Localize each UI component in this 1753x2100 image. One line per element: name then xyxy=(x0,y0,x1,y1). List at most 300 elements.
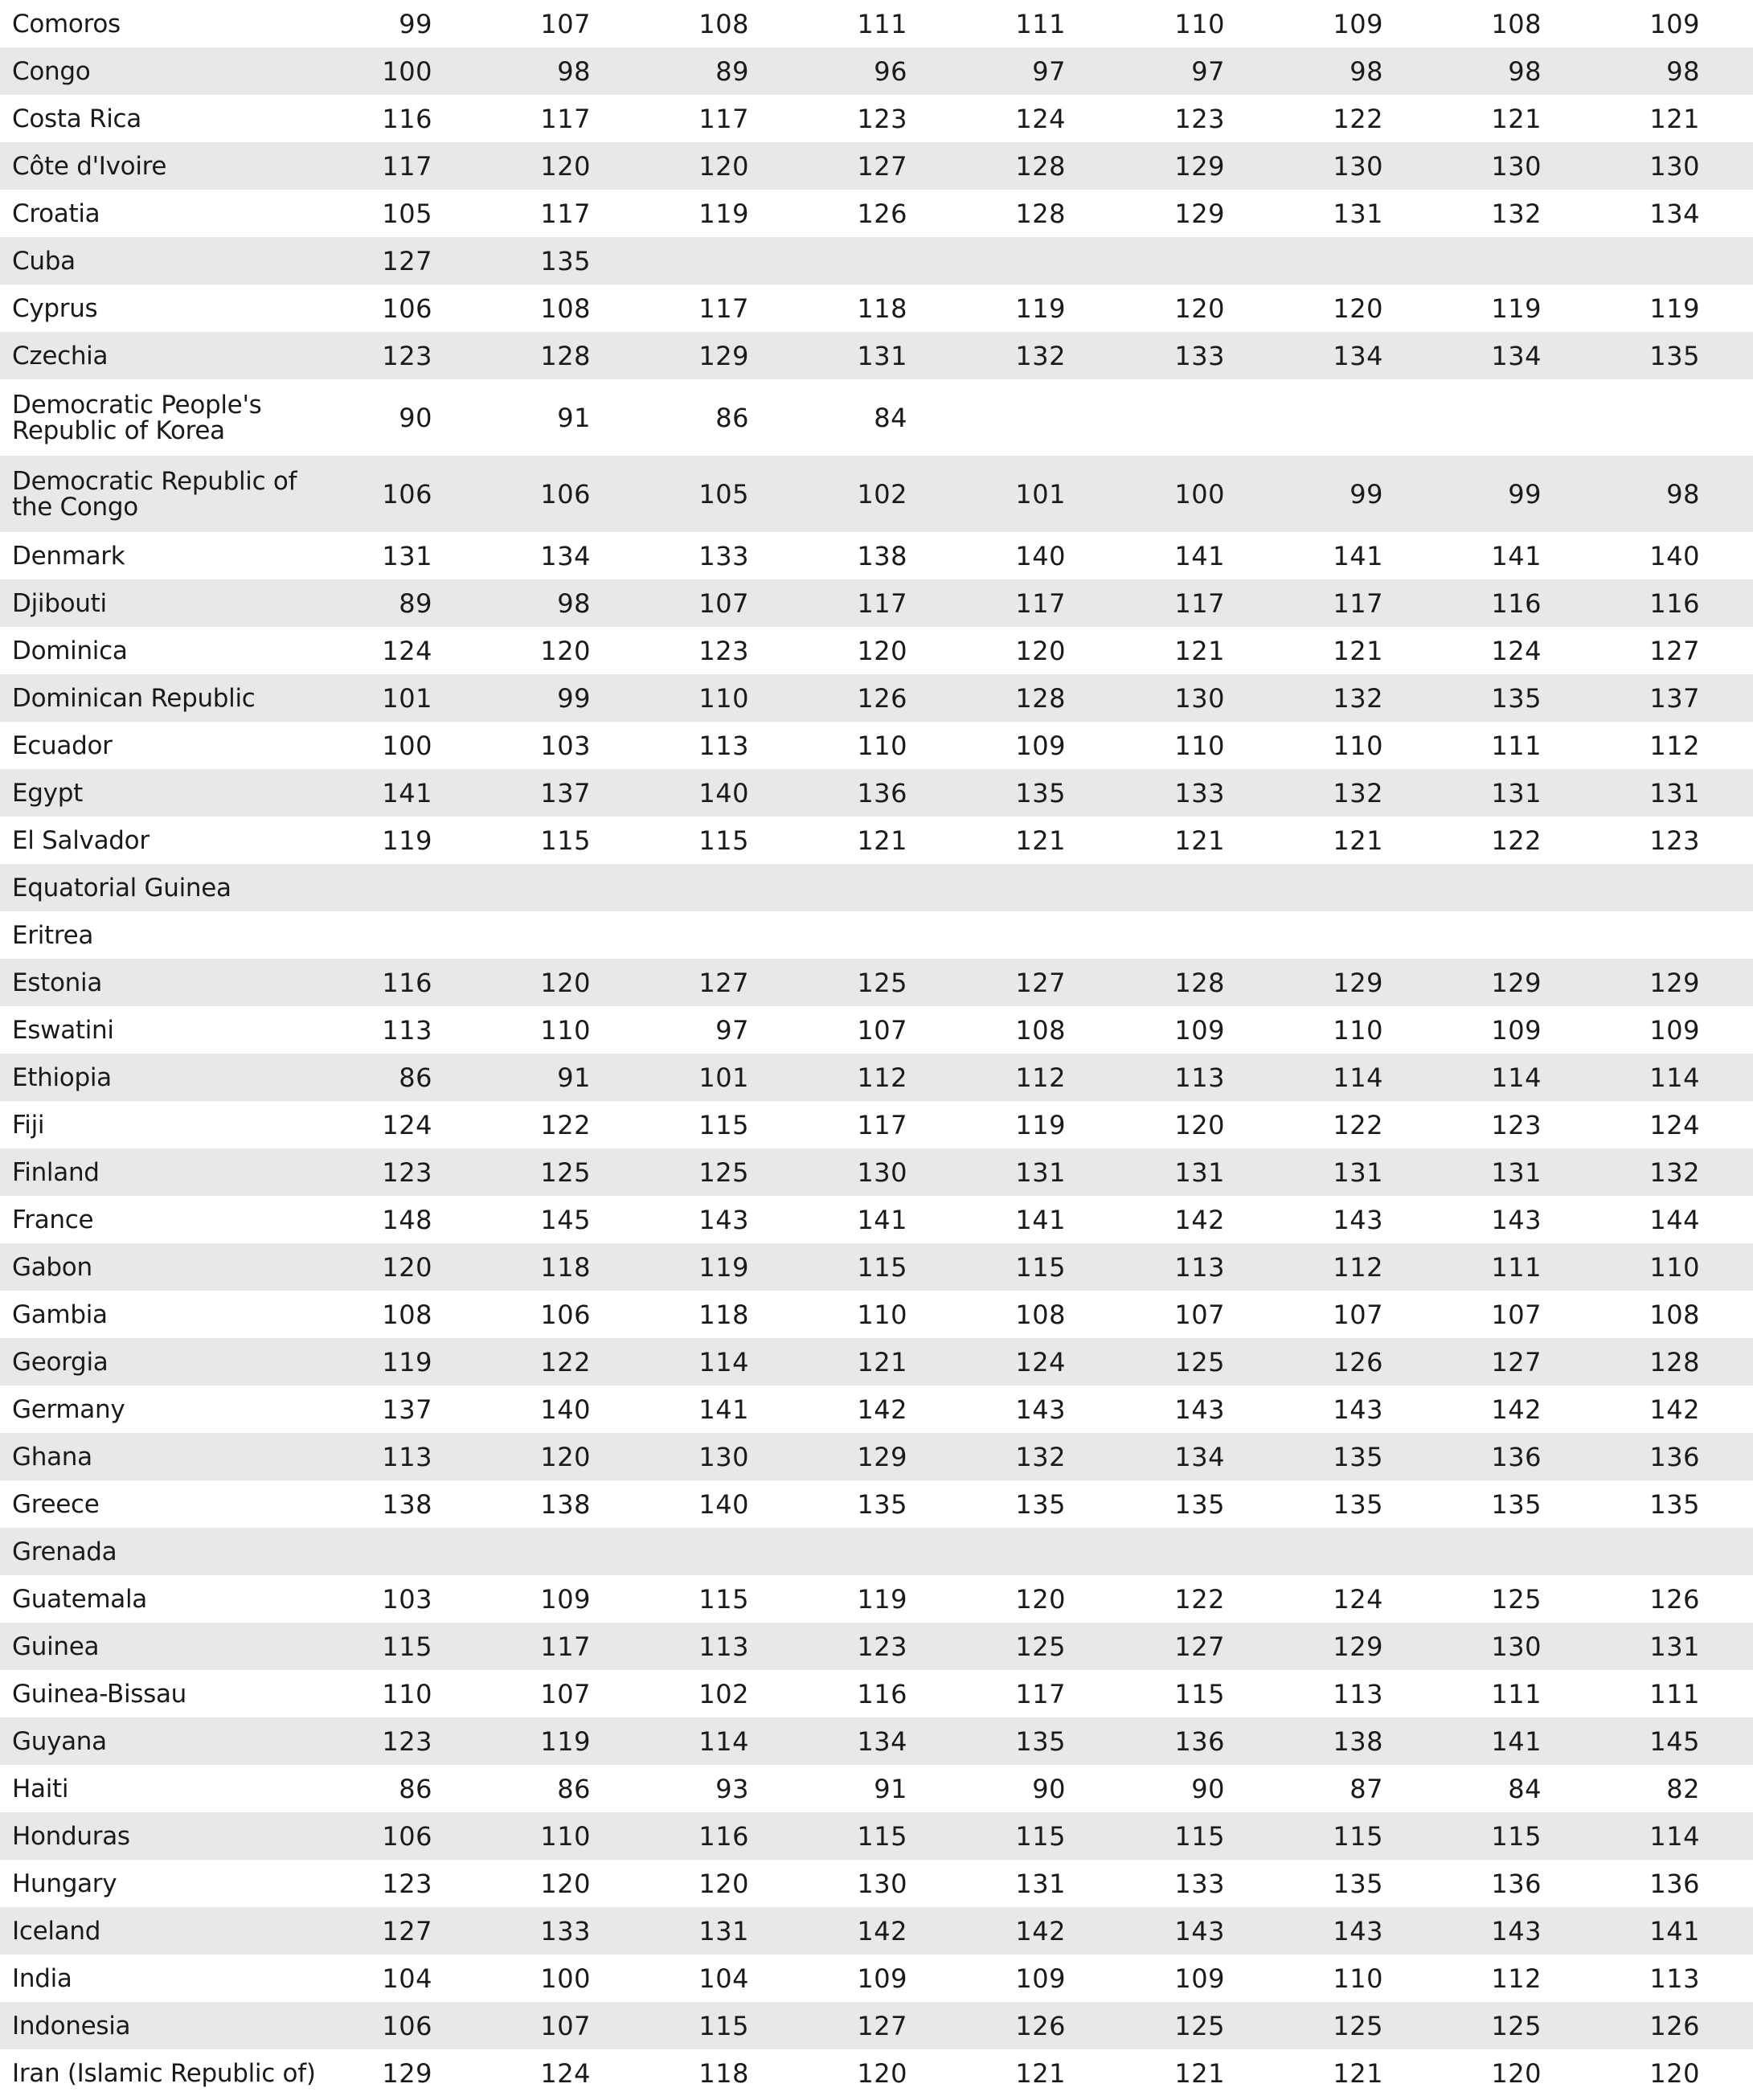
value-cell: 115 xyxy=(698,825,749,856)
value-cell: 134 xyxy=(1649,198,1700,229)
value-cell: 141 xyxy=(1649,1915,1700,1946)
value-cell: 117 xyxy=(1333,587,1383,619)
table-row xyxy=(0,2002,1753,2049)
value-cell: 120 xyxy=(698,150,749,182)
value-cell: 98 xyxy=(557,587,591,619)
value-cell: 131 xyxy=(1015,1156,1066,1188)
value-cell: 87 xyxy=(1350,1773,1383,1804)
value-cell: 143 xyxy=(1333,1915,1383,1946)
value-cell: 107 xyxy=(698,587,749,619)
table-row xyxy=(0,456,1753,532)
value-cell: 122 xyxy=(1333,1109,1383,1140)
value-cell: 122 xyxy=(1491,825,1542,856)
value-cell: 124 xyxy=(382,635,432,666)
country-name: Eritrea xyxy=(12,920,94,950)
value-cell: 91 xyxy=(557,402,591,433)
value-cell: 125 xyxy=(540,1156,591,1188)
value-cell: 119 xyxy=(540,1725,591,1757)
value-cell: 132 xyxy=(1333,682,1383,714)
value-cell: 121 xyxy=(1174,2057,1225,2089)
value-cell: 137 xyxy=(1649,682,1700,714)
value-cell: 115 xyxy=(1174,1678,1225,1709)
country-name: Congo xyxy=(12,56,91,86)
value-cell: 126 xyxy=(857,682,907,714)
table-row xyxy=(0,0,1753,47)
value-cell: 123 xyxy=(1649,825,1700,856)
value-cell: 121 xyxy=(1333,2057,1383,2089)
value-cell: 122 xyxy=(1333,103,1383,134)
value-cell: 109 xyxy=(1174,1014,1225,1046)
value-cell: 141 xyxy=(698,1394,749,1425)
value-cell: 138 xyxy=(540,1488,591,1520)
value-cell: 97 xyxy=(1032,55,1066,87)
table-row xyxy=(0,1528,1753,1575)
value-cell: 129 xyxy=(1174,198,1225,229)
value-cell: 111 xyxy=(1491,1678,1542,1709)
value-cell: 100 xyxy=(382,730,432,761)
country-name: India xyxy=(12,1963,72,1993)
value-cell: 98 xyxy=(1666,478,1700,510)
value-cell: 140 xyxy=(540,1394,591,1425)
value-cell: 125 xyxy=(1333,2010,1383,2041)
table-row xyxy=(0,532,1753,579)
value-cell: 110 xyxy=(1174,730,1225,761)
table-row xyxy=(0,911,1753,959)
value-cell: 121 xyxy=(857,1346,907,1377)
value-cell: 86 xyxy=(715,402,749,433)
value-cell: 135 xyxy=(1649,1488,1700,1520)
value-cell: 117 xyxy=(540,103,591,134)
value-cell: 121 xyxy=(1174,825,1225,856)
value-cell: 141 xyxy=(382,777,432,808)
value-cell: 120 xyxy=(540,150,591,182)
value-cell: 131 xyxy=(382,540,432,571)
value-cell: 128 xyxy=(540,340,591,371)
value-cell: 124 xyxy=(1491,635,1542,666)
value-cell: 114 xyxy=(1491,1062,1542,1093)
value-cell: 120 xyxy=(1491,2057,1542,2089)
value-cell: 109 xyxy=(1649,1014,1700,1046)
value-cell: 135 xyxy=(1015,777,1066,808)
value-cell: 108 xyxy=(540,293,591,324)
value-cell: 120 xyxy=(540,635,591,666)
value-cell: 117 xyxy=(857,1109,907,1140)
value-cell: 119 xyxy=(382,825,432,856)
value-cell: 115 xyxy=(698,2010,749,2041)
value-cell: 91 xyxy=(874,1773,907,1804)
value-cell: 127 xyxy=(857,2010,907,2041)
value-cell: 111 xyxy=(1649,1678,1700,1709)
country-name: Djibouti xyxy=(12,588,107,618)
value-cell: 142 xyxy=(1649,1394,1700,1425)
value-cell: 117 xyxy=(857,587,907,619)
value-cell: 111 xyxy=(1015,8,1066,39)
value-cell: 89 xyxy=(715,55,749,87)
value-cell: 129 xyxy=(1649,967,1700,998)
country-name: Cuba xyxy=(12,246,76,276)
value-cell: 121 xyxy=(1015,825,1066,856)
value-cell: 143 xyxy=(1491,1204,1542,1235)
value-cell: 131 xyxy=(1491,777,1542,808)
value-cell: 117 xyxy=(382,150,432,182)
value-cell: 127 xyxy=(1649,635,1700,666)
value-cell: 106 xyxy=(540,1299,591,1330)
value-cell: 123 xyxy=(1174,103,1225,134)
country-name: Guyana xyxy=(12,1726,107,1756)
value-cell: 124 xyxy=(1333,1583,1383,1615)
value-cell: 131 xyxy=(1333,198,1383,229)
country-name: Dominican Republic xyxy=(12,683,256,713)
value-cell: 131 xyxy=(1174,1156,1225,1188)
value-cell: 148 xyxy=(382,1204,432,1235)
value-cell: 110 xyxy=(857,730,907,761)
value-cell: 113 xyxy=(698,1631,749,1662)
value-cell: 117 xyxy=(540,198,591,229)
value-cell: 136 xyxy=(1174,1725,1225,1757)
value-cell: 135 xyxy=(1174,1488,1225,1520)
value-cell: 101 xyxy=(1015,478,1066,510)
value-cell: 131 xyxy=(1333,1156,1383,1188)
value-cell: 104 xyxy=(698,1963,749,1994)
value-cell: 110 xyxy=(382,1678,432,1709)
value-cell: 109 xyxy=(1491,1014,1542,1046)
value-cell: 112 xyxy=(857,1062,907,1093)
table-row xyxy=(0,190,1753,237)
value-cell: 134 xyxy=(1333,340,1383,371)
value-cell: 113 xyxy=(382,1014,432,1046)
value-cell: 137 xyxy=(382,1394,432,1425)
value-cell: 122 xyxy=(1174,1583,1225,1615)
value-cell: 142 xyxy=(1015,1915,1066,1946)
value-cell: 103 xyxy=(540,730,591,761)
value-cell: 121 xyxy=(1649,103,1700,134)
value-cell: 120 xyxy=(382,1251,432,1283)
value-cell: 143 xyxy=(1491,1915,1542,1946)
value-cell: 109 xyxy=(1015,730,1066,761)
value-cell: 138 xyxy=(857,540,907,571)
country-name: Ghana xyxy=(12,1442,92,1472)
value-cell: 82 xyxy=(1666,1773,1700,1804)
value-cell: 113 xyxy=(1174,1062,1225,1093)
value-cell: 132 xyxy=(1333,777,1383,808)
value-cell: 102 xyxy=(857,478,907,510)
value-cell: 127 xyxy=(1015,967,1066,998)
value-cell: 129 xyxy=(698,340,749,371)
value-cell: 144 xyxy=(1649,1204,1700,1235)
value-cell: 140 xyxy=(698,1488,749,1520)
table-row xyxy=(0,142,1753,190)
table-row xyxy=(0,1196,1753,1243)
country-name: Democratic Republic of the Congo xyxy=(12,466,297,522)
value-cell: 143 xyxy=(1174,1394,1225,1425)
table-row xyxy=(0,1670,1753,1717)
value-cell: 110 xyxy=(698,682,749,714)
value-cell: 98 xyxy=(557,55,591,87)
value-cell: 84 xyxy=(1508,1773,1542,1804)
value-cell: 129 xyxy=(1491,967,1542,998)
value-cell: 115 xyxy=(857,1251,907,1283)
country-name: Guinea-Bissau xyxy=(12,1679,187,1709)
value-cell: 107 xyxy=(1491,1299,1542,1330)
table-row xyxy=(0,1433,1753,1480)
value-cell: 121 xyxy=(1491,103,1542,134)
value-cell: 134 xyxy=(1174,1441,1225,1472)
country-name: Grenada xyxy=(12,1537,117,1566)
value-cell: 126 xyxy=(1649,2010,1700,2041)
country-name: Ecuador xyxy=(12,731,113,760)
value-cell: 131 xyxy=(1649,1631,1700,1662)
value-cell: 132 xyxy=(1649,1156,1700,1188)
value-cell: 106 xyxy=(540,478,591,510)
value-cell: 136 xyxy=(857,777,907,808)
value-cell: 115 xyxy=(382,1631,432,1662)
value-cell: 111 xyxy=(857,8,907,39)
table-row xyxy=(0,769,1753,817)
value-cell: 117 xyxy=(1174,587,1225,619)
value-cell: 132 xyxy=(1015,1441,1066,1472)
value-cell: 117 xyxy=(698,103,749,134)
value-cell: 127 xyxy=(857,150,907,182)
value-cell: 120 xyxy=(540,967,591,998)
value-cell: 90 xyxy=(399,402,432,433)
value-cell: 117 xyxy=(540,1631,591,1662)
country-name: France xyxy=(12,1205,94,1234)
value-cell: 120 xyxy=(1649,2057,1700,2089)
value-cell: 116 xyxy=(1649,587,1700,619)
value-cell: 93 xyxy=(715,1773,749,1804)
table-row xyxy=(0,1812,1753,1860)
value-cell: 101 xyxy=(382,682,432,714)
value-cell: 136 xyxy=(1491,1868,1542,1899)
value-cell: 124 xyxy=(382,1109,432,1140)
value-cell: 125 xyxy=(1491,2010,1542,2041)
value-cell: 119 xyxy=(1015,293,1066,324)
value-cell: 107 xyxy=(540,2010,591,2041)
value-cell: 99 xyxy=(1350,478,1383,510)
value-cell: 114 xyxy=(698,1725,749,1757)
country-name: Democratic People's Republic of Korea xyxy=(12,390,262,445)
value-cell: 125 xyxy=(857,967,907,998)
value-cell: 128 xyxy=(1015,150,1066,182)
value-cell: 140 xyxy=(1015,540,1066,571)
value-cell: 113 xyxy=(1649,1963,1700,1994)
table-row xyxy=(0,1623,1753,1670)
table-row xyxy=(0,817,1753,864)
value-cell: 106 xyxy=(382,478,432,510)
value-cell: 126 xyxy=(1015,2010,1066,2041)
value-cell: 116 xyxy=(382,103,432,134)
country-name: Dominica xyxy=(12,636,128,665)
value-cell: 104 xyxy=(382,1963,432,1994)
value-cell: 123 xyxy=(382,340,432,371)
country-name: Gambia xyxy=(12,1300,108,1329)
value-cell: 121 xyxy=(857,825,907,856)
value-cell: 130 xyxy=(1491,150,1542,182)
value-cell: 121 xyxy=(1333,825,1383,856)
value-cell: 133 xyxy=(698,540,749,571)
country-name: Gabon xyxy=(12,1252,92,1282)
table-row xyxy=(0,1101,1753,1148)
value-cell: 118 xyxy=(698,1299,749,1330)
value-cell: 143 xyxy=(1174,1915,1225,1946)
value-cell: 110 xyxy=(540,1820,591,1852)
value-cell: 145 xyxy=(540,1204,591,1235)
value-cell: 109 xyxy=(540,1583,591,1615)
value-cell: 141 xyxy=(1174,540,1225,571)
table-row xyxy=(0,864,1753,911)
value-cell: 110 xyxy=(1333,1014,1383,1046)
value-cell: 141 xyxy=(1015,1204,1066,1235)
country-name: Greece xyxy=(12,1489,100,1519)
value-cell: 119 xyxy=(1015,1109,1066,1140)
value-cell: 109 xyxy=(1174,1963,1225,1994)
value-cell: 98 xyxy=(1666,55,1700,87)
value-cell: 118 xyxy=(857,293,907,324)
value-cell: 133 xyxy=(540,1915,591,1946)
value-cell: 97 xyxy=(1191,55,1225,87)
country-name: Haiti xyxy=(12,1774,69,1803)
table-row xyxy=(0,1291,1753,1338)
value-cell: 136 xyxy=(1649,1441,1700,1472)
value-cell: 122 xyxy=(540,1346,591,1377)
value-cell: 120 xyxy=(540,1441,591,1472)
value-cell: 130 xyxy=(1174,682,1225,714)
value-cell: 120 xyxy=(540,1868,591,1899)
value-cell: 130 xyxy=(1649,150,1700,182)
value-cell: 125 xyxy=(1015,1631,1066,1662)
value-cell: 135 xyxy=(1491,1488,1542,1520)
value-cell: 133 xyxy=(1174,1868,1225,1899)
value-cell: 119 xyxy=(1649,293,1700,324)
value-cell: 117 xyxy=(1015,587,1066,619)
value-cell: 134 xyxy=(540,540,591,571)
table-row xyxy=(0,1338,1753,1386)
value-cell: 110 xyxy=(540,1014,591,1046)
value-cell: 99 xyxy=(557,682,591,714)
value-cell: 108 xyxy=(382,1299,432,1330)
country-name: Indonesia xyxy=(12,2011,131,2041)
value-cell: 125 xyxy=(1491,1583,1542,1615)
value-cell: 132 xyxy=(1015,340,1066,371)
value-cell: 108 xyxy=(1491,8,1542,39)
value-cell: 131 xyxy=(1015,1868,1066,1899)
value-cell: 110 xyxy=(1174,8,1225,39)
country-name: Egypt xyxy=(12,778,83,808)
value-cell: 131 xyxy=(1649,777,1700,808)
value-cell: 119 xyxy=(857,1583,907,1615)
value-cell: 130 xyxy=(698,1441,749,1472)
value-cell: 120 xyxy=(857,2057,907,2089)
country-name: Ethiopia xyxy=(12,1062,112,1092)
value-cell: 125 xyxy=(1174,1346,1225,1377)
value-cell: 134 xyxy=(1491,340,1542,371)
value-cell: 145 xyxy=(1649,1725,1700,1757)
value-cell: 90 xyxy=(1032,1773,1066,1804)
value-cell: 108 xyxy=(1015,1014,1066,1046)
value-cell: 107 xyxy=(857,1014,907,1046)
value-cell: 120 xyxy=(1015,1583,1066,1615)
value-cell: 135 xyxy=(1015,1725,1066,1757)
table-row xyxy=(0,579,1753,627)
value-cell: 128 xyxy=(1015,682,1066,714)
value-cell: 130 xyxy=(1491,1631,1542,1662)
value-cell: 135 xyxy=(857,1488,907,1520)
value-cell: 142 xyxy=(857,1394,907,1425)
country-name: Guinea xyxy=(12,1631,100,1661)
value-cell: 109 xyxy=(1649,8,1700,39)
value-cell: 141 xyxy=(857,1204,907,1235)
value-cell: 107 xyxy=(540,8,591,39)
country-name: Comoros xyxy=(12,9,121,39)
table-row xyxy=(0,1386,1753,1433)
country-name: Denmark xyxy=(12,541,125,571)
value-cell: 111 xyxy=(1491,730,1542,761)
value-cell: 124 xyxy=(1015,1346,1066,1377)
value-cell: 126 xyxy=(857,198,907,229)
value-cell: 114 xyxy=(698,1346,749,1377)
table-row xyxy=(0,47,1753,95)
value-cell: 119 xyxy=(698,1251,749,1283)
country-name: Honduras xyxy=(12,1821,130,1851)
table-row xyxy=(0,627,1753,674)
value-cell: 90 xyxy=(1191,1773,1225,1804)
value-cell: 127 xyxy=(382,1915,432,1946)
table-row xyxy=(0,1907,1753,1955)
value-cell: 108 xyxy=(698,8,749,39)
value-cell: 119 xyxy=(1491,293,1542,324)
value-cell: 120 xyxy=(1015,635,1066,666)
value-cell: 124 xyxy=(1649,1109,1700,1140)
value-cell: 111 xyxy=(1491,1251,1542,1283)
table-row xyxy=(0,1148,1753,1196)
value-cell: 116 xyxy=(1491,587,1542,619)
value-cell: 130 xyxy=(1333,150,1383,182)
country-name: Guatemala xyxy=(12,1584,147,1614)
value-cell: 135 xyxy=(1333,1488,1383,1520)
value-cell: 115 xyxy=(1491,1820,1542,1852)
country-name: Czechia xyxy=(12,341,109,370)
table-row xyxy=(0,379,1753,456)
country-name: Eswatini xyxy=(12,1015,114,1045)
value-cell: 128 xyxy=(1649,1346,1700,1377)
value-cell: 105 xyxy=(382,198,432,229)
value-cell: 124 xyxy=(540,2057,591,2089)
value-cell: 120 xyxy=(857,635,907,666)
value-cell: 115 xyxy=(857,1820,907,1852)
value-cell: 86 xyxy=(399,1773,432,1804)
value-cell: 114 xyxy=(1649,1820,1700,1852)
table-row xyxy=(0,285,1753,332)
value-cell: 132 xyxy=(1491,198,1542,229)
value-cell: 128 xyxy=(1174,967,1225,998)
value-cell: 143 xyxy=(1333,1394,1383,1425)
value-cell: 100 xyxy=(540,1963,591,1994)
table-row xyxy=(0,2049,1753,2097)
value-cell: 131 xyxy=(857,340,907,371)
value-cell: 108 xyxy=(1649,1299,1700,1330)
value-cell: 123 xyxy=(698,635,749,666)
value-cell: 135 xyxy=(540,245,591,276)
value-cell: 100 xyxy=(1174,478,1225,510)
value-cell: 123 xyxy=(857,1631,907,1662)
value-cell: 115 xyxy=(1333,1820,1383,1852)
value-cell: 102 xyxy=(698,1678,749,1709)
value-cell: 136 xyxy=(1491,1441,1542,1472)
value-cell: 129 xyxy=(1333,967,1383,998)
country-name: Germany xyxy=(12,1394,125,1424)
value-cell: 140 xyxy=(1649,540,1700,571)
value-cell: 121 xyxy=(1174,635,1225,666)
